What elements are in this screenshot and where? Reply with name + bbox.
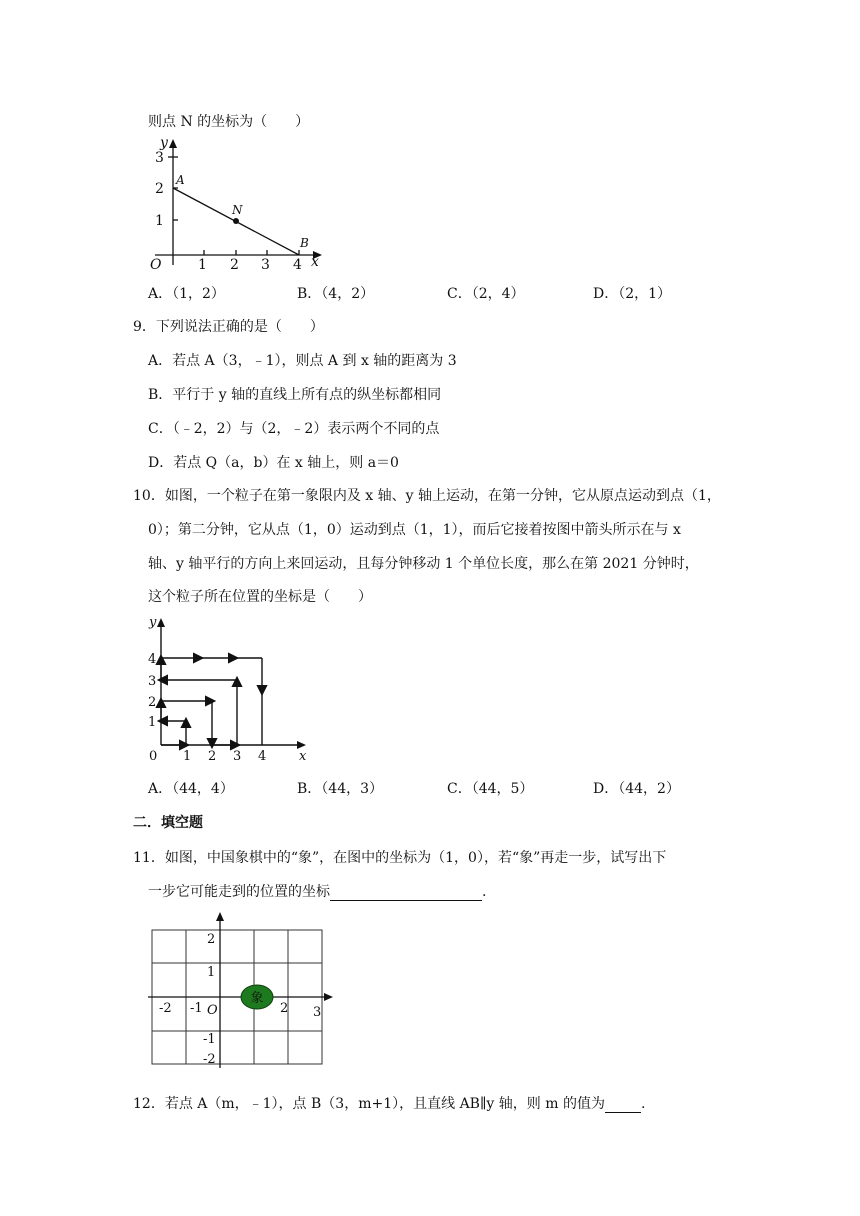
q11-xtick-3: 3 (313, 1005, 322, 1020)
q11-xtick-neg1: -1 (190, 1001, 203, 1016)
q11-y-arrow (216, 912, 224, 921)
q11-stem-text: 一步它可能走到的位置的坐标 (148, 884, 330, 900)
q10-xtick-3: 3 (233, 749, 242, 764)
q10-stem-line-1: 10．如图，一个粒子在第一象限内及 x 轴、y 轴上运动，在第一分钟，它从原点运动到点（1， (133, 488, 721, 504)
q8-x-label: x (311, 254, 319, 270)
q8-stem-tail: 则点 N 的坐标为（ ） (148, 114, 310, 130)
q11-answer-blank[interactable] (330, 886, 482, 901)
q10-stem-line-3: 轴、y 轴平行的方向上来回运动，且每分钟移动 1 个单位长度，那么在第 2021 分钟时， (148, 556, 699, 572)
q10-ytick-1: 1 (148, 715, 157, 730)
q10-stem-line-4: 这个粒子所在位置的坐标是（ ） (148, 589, 372, 605)
q12-answer-blank[interactable] (605, 1098, 641, 1113)
q10-origin-0: 0 (149, 749, 158, 764)
q10-xtick-2: 2 (208, 749, 217, 764)
section-fill-in-title: 二．填空题 (133, 815, 203, 831)
q10-y-label: y (149, 615, 157, 630)
q12-stem-period: . (640, 1096, 646, 1112)
q8-xtick-4: 4 (293, 257, 302, 273)
q11-stem-line-2 (148, 881, 486, 901)
q11-xtick-neg2: -2 (159, 1001, 172, 1016)
q10-option-b[interactable]: B．（44，3） (297, 781, 384, 797)
q11-ytick-1: 1 (207, 965, 216, 980)
q8-label-a: A (176, 173, 185, 187)
q10-y-arrow (157, 618, 165, 627)
q10-graph (140, 612, 315, 767)
q11-ytick-2: 2 (207, 932, 216, 947)
q10-xtick-1: 1 (183, 749, 192, 764)
q10-ytick-2: 2 (148, 695, 157, 710)
q8-label-b: B (300, 236, 309, 250)
q8-xtick-3: 3 (261, 257, 270, 273)
q9-option-d[interactable]: D．若点 Q（a，b）在 x 轴上，则 a＝0 (148, 455, 399, 471)
q11-ytick-neg1: -1 (203, 1032, 216, 1047)
q12-stem-text: 12．若点 A（m，﹣1），点 B（3，m+1），且直线 AB∥y 轴，则 m 的值为 (133, 1096, 605, 1112)
q8-option-c[interactable]: C．（2，4） (447, 286, 525, 302)
q11-chess-grid (145, 910, 335, 1070)
q8-ytick-3: 3 (155, 150, 164, 166)
q8-xtick-1: 1 (198, 257, 207, 273)
q8-label-n: N (232, 203, 243, 217)
q9-stem: 9．下列说法正确的是（ ） (133, 319, 324, 335)
q11-origin: O (207, 1003, 218, 1018)
q11-stem-period: . (482, 884, 487, 900)
q8-y-label: y (160, 135, 168, 151)
q10-option-a[interactable]: A．（44，4） (148, 781, 234, 797)
q9-option-a[interactable]: A．若点 A（3，﹣1），则点 A 到 x 轴的距离为 3 (148, 353, 457, 369)
q8-option-a[interactable]: A．（1，2） (148, 286, 225, 302)
q8-ytick-1: 1 (155, 213, 164, 229)
q11-piece-label: 象 (250, 991, 264, 1006)
q11-x-arrow (324, 993, 333, 1001)
q10-ytick-4: 4 (148, 652, 157, 667)
q9-option-b[interactable]: B．平行于 y 轴的直线上所有点的纵坐标都相同 (148, 387, 442, 403)
q10-x-label: x (299, 749, 307, 764)
q8-option-d[interactable]: D．（2，1） (593, 286, 672, 302)
q10-option-d[interactable]: D．（44，2） (593, 781, 680, 797)
q8-origin: O (150, 257, 162, 273)
q11-ytick-neg2: -2 (203, 1052, 216, 1067)
q10-x-arrow (297, 741, 306, 749)
q8-option-b[interactable]: B．（4，2） (297, 286, 375, 302)
q8-ytick-2: 2 (155, 181, 164, 197)
q12-stem (133, 1093, 645, 1113)
q8-graph (140, 135, 330, 275)
q9-option-c[interactable]: C．（﹣2，2）与（2，﹣2）表示两个不同的点 (148, 421, 440, 437)
q11-stem-line-1: 11．如图，中国象棋中的“象”，在图中的坐标为（1，0），若“象”再走一步，试写出下 (133, 850, 667, 866)
q8-xtick-2: 2 (230, 257, 239, 273)
q10-ytick-3: 3 (148, 674, 157, 689)
q10-option-c[interactable]: C．（44，5） (447, 781, 534, 797)
q10-stem-line-2: 0）；第二分钟，它从点（1，0）运动到点（1，1），而后它接着按图中箭头所示在与 x (148, 522, 681, 538)
q8-y-arrow (169, 139, 177, 148)
q11-xtick-2: 2 (280, 1001, 289, 1016)
q8-point-n (233, 218, 239, 224)
q10-xtick-4: 4 (258, 749, 267, 764)
